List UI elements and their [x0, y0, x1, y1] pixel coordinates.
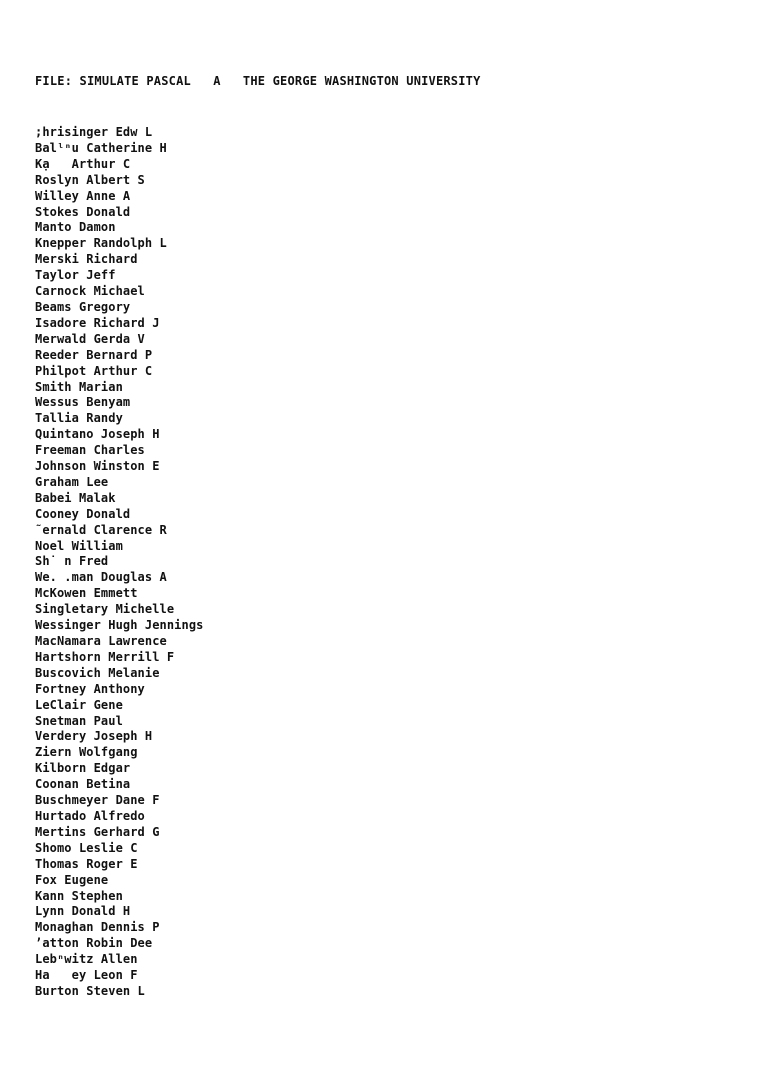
name-entry: Wessus Benyam [35, 395, 131, 410]
name-entry: MacNamara Lawrence [35, 634, 167, 648]
name-entry: Babei Malak [35, 490, 116, 505]
name-entry: Fox Eugene [35, 872, 109, 887]
name-entry: Smith Marian [35, 379, 123, 394]
name-entry: Noel William [35, 538, 123, 553]
name-entry: LeClair Gene [35, 697, 123, 712]
name-entry: Verdery Joseph H [35, 729, 153, 744]
name-entry: Isadore Richard J [35, 315, 160, 330]
name-entry: Wessinger Hugh Jennings [35, 618, 204, 633]
institution-name: THE GEORGE WASHINGTON UNIVERSITY [242, 74, 481, 88]
file-mode: A [213, 74, 221, 88]
name-entry: Hartshorn Merrill F [35, 649, 175, 664]
name-entry: Philpot Arthur C [35, 363, 153, 378]
name-entry: Mertins Gerhard G [35, 824, 160, 839]
name-entry: Singletary Michelle [35, 602, 175, 617]
name-entry: Tallia Randy [35, 411, 123, 426]
name-entry: Hurtado Alfredo [35, 808, 145, 823]
name-entry: Ha ey Leon F [35, 968, 138, 983]
name-entry: Merwald Gerda V [35, 331, 145, 346]
name-entry: Balˡⁿu Catherine H [35, 140, 167, 155]
name-entry: Taylor Jeff [35, 268, 116, 283]
name-entry: Fortney Anthony [35, 681, 145, 696]
page-header [35, 74, 481, 88]
name-entry: Roslyn Albert S [35, 172, 145, 187]
name-entry: McKowen Emmett [35, 586, 138, 601]
name-entry: Carnock Michael [35, 284, 145, 299]
name-entry: Merski Richard [35, 252, 138, 267]
name-entry: Manto Damon [35, 220, 116, 235]
name-entry: ˜ernald Clarence R [35, 522, 167, 537]
name-entry: Burton Steven L [35, 983, 145, 998]
name-entry: Kạ Arthur C [35, 156, 131, 171]
name-entry: Sh˙ n Fred [35, 554, 109, 569]
name-entry: Lynn Donald H [35, 904, 131, 919]
name-entry: Kilborn Edgar [35, 761, 131, 776]
name-entry: Lebⁿwitz Allen [35, 952, 138, 967]
name-entry: Snetman Paul [35, 713, 123, 728]
name-entry: ʼatton Robin Dee [35, 936, 153, 951]
name-entry: Johnson Winston E [35, 459, 160, 474]
name-entry: Stokes Donald [35, 204, 131, 219]
name-entry: Monaghan Dennis P [35, 920, 160, 935]
name-entry: Buschmeyer Dane F [35, 793, 160, 808]
name-entry: Cooney Donald [35, 506, 131, 521]
name-entry: Ziern Wolfgang [35, 745, 138, 760]
name-list [35, 125, 203, 1000]
name-entry: We. .man Douglas A [35, 570, 167, 585]
name-entry: Quintano Joseph H [35, 427, 160, 442]
name-entry: Coonan Betina [35, 777, 131, 792]
name-entry: Kann Stephen [35, 888, 123, 903]
name-entry: Graham Lee [35, 474, 109, 489]
name-entry: Reeder Bernard P [35, 347, 153, 362]
name-entry: Buscovich Melanie [35, 665, 160, 680]
file-label: FILE: SIMULATE PASCAL [35, 74, 191, 88]
name-entry: Thomas Roger E [35, 856, 138, 871]
name-entry: Beams Gregory [35, 299, 131, 314]
name-entry: Freeman Charles [35, 443, 145, 458]
name-entry: Knepper Randolph L [35, 236, 167, 251]
name-entry: Willey Anne A [35, 188, 131, 203]
name-entry: Shomo Leslie C [35, 840, 138, 855]
name-entry: ;hrisinger Edw L [35, 125, 153, 139]
